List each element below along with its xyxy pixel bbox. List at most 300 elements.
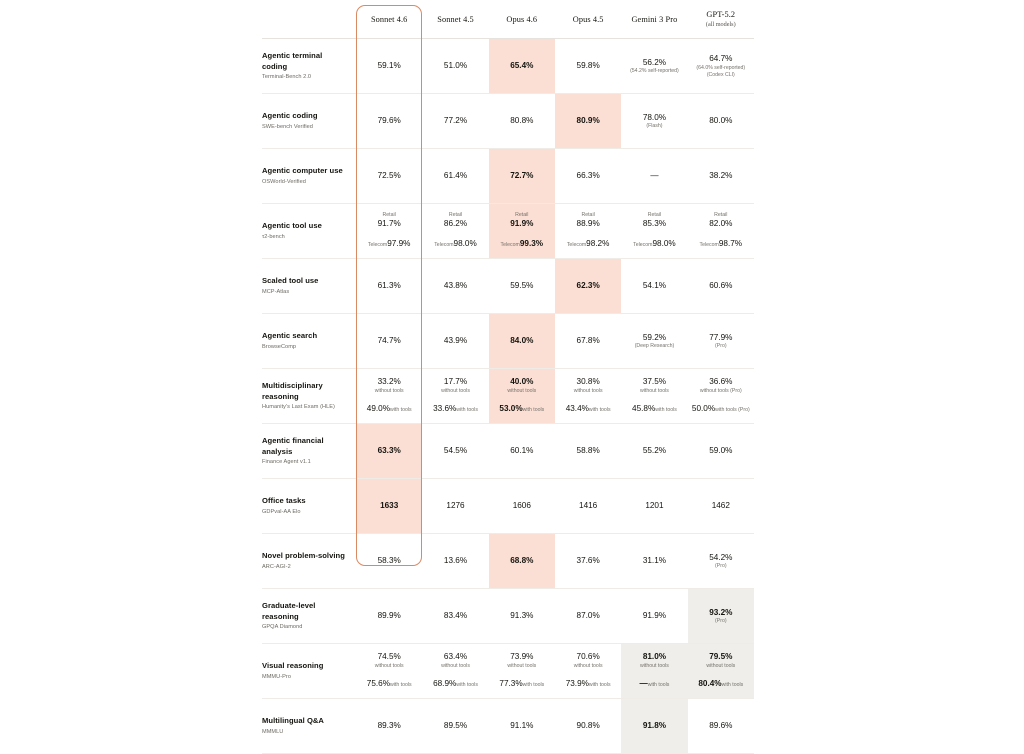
benchmark-table — [262, 2, 754, 754]
score-cell — [489, 259, 555, 314]
score-value: 61.4% — [443, 171, 468, 181]
score-value: 74.7% — [377, 336, 401, 346]
secondary-score-note: with tools (Pro) — [715, 406, 750, 413]
score-value: 85.3% — [642, 219, 667, 229]
metric-label-cell — [262, 259, 356, 314]
secondary-score-caption: Telecom — [434, 241, 454, 248]
score-caption: Retail — [581, 212, 595, 219]
score-value: 78.0% — [642, 112, 667, 122]
score-cell-body — [555, 149, 621, 203]
score-cell-body — [422, 369, 488, 423]
score-value: 77.2% — [443, 116, 468, 126]
score-cell-body — [489, 369, 555, 423]
score-cell — [489, 314, 555, 369]
score-cell-body — [688, 644, 754, 698]
secondary-score-value: 68.9% — [433, 678, 457, 688]
score-value: 91.3% — [510, 611, 534, 621]
score-value: 54.2% — [709, 552, 733, 562]
score-note: (Flash) — [646, 123, 663, 130]
score-cell — [688, 424, 754, 479]
score-value: 72.7% — [510, 171, 534, 181]
score-cell — [422, 259, 488, 314]
score-cell-body — [621, 589, 687, 643]
score-cell-body — [422, 534, 488, 588]
score-cell — [688, 204, 754, 259]
score-cell-body — [489, 589, 555, 643]
table-body — [262, 39, 754, 754]
column-header-gpt-5-2 — [688, 2, 754, 39]
metric-label-cell — [262, 424, 356, 479]
score-value: 66.3% — [576, 171, 600, 181]
score-value: 54.5% — [443, 446, 468, 456]
score-cell-body — [489, 644, 555, 698]
metric-benchmark-name: MMMU-Pro — [262, 673, 291, 680]
table-row — [262, 204, 754, 259]
score-value: 63.3% — [377, 446, 401, 456]
metric-benchmark-name: Finance Agent v1.1 — [262, 458, 311, 465]
score-value: 62.3% — [576, 281, 600, 291]
secondary-score-group — [700, 233, 743, 251]
metric-benchmark-name: MMMLU — [262, 728, 284, 735]
score-cell — [356, 204, 422, 259]
score-cell — [621, 259, 687, 314]
model-name: Opus 4.6 — [506, 14, 538, 24]
metric-label-cell — [262, 534, 356, 589]
score-cell — [555, 369, 621, 424]
secondary-score-group — [698, 673, 743, 691]
score-cell-body — [356, 94, 422, 148]
metric-benchmark-name: τ2-bench — [262, 233, 285, 240]
metric-benchmark-name: OSWorld-Verified — [262, 178, 306, 185]
secondary-score-note: with tools — [522, 681, 545, 688]
score-cell-body — [356, 534, 422, 588]
score-cell — [621, 699, 687, 754]
score-cell — [356, 534, 422, 589]
score-cell-body — [489, 424, 555, 478]
metric-title: Graduate-level reasoning — [262, 601, 316, 621]
secondary-score-group — [499, 673, 544, 691]
metric-label-cell — [262, 149, 356, 204]
score-cell — [422, 479, 488, 534]
score-cell — [621, 589, 687, 644]
score-cell-body — [422, 149, 488, 203]
metric-label-cell — [262, 94, 356, 149]
metric-benchmark-name: BrowseComp — [262, 343, 297, 350]
column-header-opus-4-6 — [489, 2, 555, 39]
score-cell — [356, 479, 422, 534]
score-cell — [621, 314, 687, 369]
column-header-opus-4-5 — [555, 2, 621, 39]
secondary-score-value: 98.7% — [718, 238, 743, 248]
secondary-score-note: with tools — [721, 681, 744, 688]
table-row — [262, 314, 754, 369]
model-name: Opus 4.5 — [572, 14, 604, 24]
score-cell-body — [555, 424, 621, 478]
score-cell-body — [422, 94, 488, 148]
score-value: 74.5% — [377, 652, 401, 662]
secondary-score-value: 43.4% — [565, 403, 589, 413]
secondary-score-group — [692, 398, 750, 416]
metric-benchmark-name: GDPval-AA Elo — [262, 508, 301, 515]
secondary-score-group — [368, 233, 411, 251]
score-value: 91.8% — [642, 721, 667, 731]
score-cell-body — [621, 204, 687, 258]
score-value: 1276 — [446, 501, 465, 511]
score-value: 1633 — [380, 501, 399, 511]
score-value: 93.2% — [709, 607, 733, 617]
secondary-score-group — [434, 233, 477, 251]
score-value: 80.8% — [510, 116, 534, 126]
score-value: 37.6% — [576, 556, 600, 566]
column-header-gemini-3-pro — [621, 2, 687, 39]
score-cell — [489, 589, 555, 644]
score-cell — [555, 204, 621, 259]
score-cell-body — [356, 314, 422, 368]
score-caption: Retail — [714, 212, 728, 219]
score-note: without tools — [706, 662, 736, 669]
metric-title: Scaled tool use — [262, 276, 319, 286]
secondary-score-value: 75.6% — [366, 678, 390, 688]
score-cell — [422, 314, 488, 369]
score-note: without tools — [374, 387, 404, 394]
score-cell — [621, 424, 687, 479]
score-value: 89.5% — [443, 721, 468, 731]
score-value: 40.0% — [510, 377, 534, 387]
score-cell — [688, 479, 754, 534]
secondary-score-value: 80.4% — [698, 678, 722, 688]
score-cell-body — [555, 644, 621, 698]
score-cell-body — [688, 534, 754, 588]
score-value: 36.6% — [709, 377, 733, 387]
score-cell-body — [688, 259, 754, 313]
secondary-score-caption: Telecom — [633, 241, 653, 248]
score-cell — [688, 94, 754, 149]
score-cell — [688, 644, 754, 699]
secondary-score-value: 98.2% — [586, 238, 610, 248]
score-value: 86.2% — [443, 219, 468, 229]
metric-benchmark-name: ARC-AGI-2 — [262, 563, 291, 570]
score-value: 1416 — [579, 501, 598, 511]
score-cell-body — [489, 534, 555, 588]
score-caption: Retail — [515, 212, 529, 219]
score-cell — [555, 39, 621, 94]
header-metric-column — [262, 2, 356, 39]
score-value: 59.5% — [510, 281, 534, 291]
metric-title: Agentic coding — [262, 111, 318, 121]
score-value: 54.1% — [642, 281, 667, 291]
score-value: 1606 — [512, 501, 531, 511]
score-note: (Deep Research) — [634, 343, 675, 350]
score-value: 30.8% — [576, 377, 600, 387]
score-value: 38.2% — [709, 171, 733, 181]
secondary-score-caption: Telecom — [500, 241, 520, 248]
score-note: without tools — [573, 387, 603, 394]
score-cell-body — [621, 534, 687, 588]
score-cell — [422, 369, 488, 424]
metric-title: Agentic financial analysis — [262, 436, 324, 456]
secondary-score-caption: Telecom — [566, 241, 587, 248]
score-cell — [489, 149, 555, 204]
score-cell — [555, 699, 621, 754]
score-cell — [621, 149, 687, 204]
score-cell — [356, 424, 422, 479]
secondary-score-caption: Telecom — [367, 241, 388, 248]
table-row — [262, 699, 754, 754]
secondary-score-group — [640, 673, 670, 691]
score-value: 58.8% — [576, 446, 600, 456]
secondary-score-caption: Telecom — [699, 241, 719, 248]
score-cell — [422, 699, 488, 754]
secondary-score-value: 73.9% — [565, 678, 589, 688]
score-note: without tools — [374, 662, 404, 669]
score-cell-body — [422, 39, 488, 93]
score-cell-body — [555, 534, 621, 588]
score-value: 82.0% — [709, 219, 733, 229]
column-header-sonnet-4-6 — [356, 2, 422, 39]
score-value: 88.9% — [576, 219, 600, 229]
score-value: 91.1% — [510, 721, 534, 731]
score-value: 56.2% — [642, 57, 667, 67]
score-cell — [489, 644, 555, 699]
score-cell-body — [422, 259, 488, 313]
metric-label-cell — [262, 479, 356, 534]
score-note: without tools — [573, 662, 603, 669]
score-cell — [555, 149, 621, 204]
score-value: 61.3% — [377, 281, 401, 291]
secondary-score-value: 98.0% — [652, 238, 676, 248]
score-cell — [621, 39, 687, 94]
secondary-score-note: with tools — [389, 681, 412, 688]
score-value: 73.9% — [510, 652, 534, 662]
score-cell-body — [356, 699, 422, 753]
secondary-score-note: with tools — [647, 681, 670, 688]
score-value: 17.7% — [443, 377, 468, 387]
table-header — [262, 2, 754, 39]
metric-benchmark-name: SWE-bench Verified — [262, 123, 313, 130]
score-value: 91.7% — [377, 219, 401, 229]
score-value: 51.0% — [443, 61, 468, 71]
score-cell — [356, 644, 422, 699]
score-cell-body — [422, 204, 488, 258]
score-cell — [555, 479, 621, 534]
score-value: 87.0% — [576, 611, 600, 621]
secondary-score-value: 45.8% — [632, 403, 656, 413]
metric-benchmark-name: Terminal-Bench 2.0 — [262, 73, 312, 80]
secondary-score-group — [433, 398, 478, 416]
score-cell — [555, 94, 621, 149]
score-value: 81.0% — [642, 652, 667, 662]
score-cell-body — [555, 259, 621, 313]
score-value: 59.8% — [576, 61, 600, 71]
score-cell-body — [688, 149, 754, 203]
score-cell — [489, 94, 555, 149]
score-cell — [489, 369, 555, 424]
metric-title: Agentic search — [262, 331, 318, 341]
score-value: 60.1% — [510, 446, 534, 456]
score-cell-body — [621, 424, 687, 478]
score-cell-body — [621, 259, 687, 313]
score-cell-body — [688, 39, 754, 93]
score-cell — [356, 94, 422, 149]
score-caption: Retail — [647, 212, 662, 219]
score-cell — [621, 94, 687, 149]
score-value: 79.5% — [709, 652, 733, 662]
score-cell — [688, 39, 754, 94]
score-cell — [356, 589, 422, 644]
metric-title: Agentic tool use — [262, 221, 322, 231]
score-cell — [555, 259, 621, 314]
score-cell-body — [356, 644, 422, 698]
score-cell-body — [489, 699, 555, 753]
metric-title: Agentic terminal coding — [262, 51, 323, 71]
score-cell-body — [489, 39, 555, 93]
score-caption: Retail — [448, 212, 463, 219]
score-cell-body — [621, 479, 687, 533]
score-value: 37.5% — [642, 377, 667, 387]
score-value: 64.7% — [709, 54, 733, 64]
score-cell — [555, 534, 621, 589]
score-cell — [422, 149, 488, 204]
score-cell-body — [422, 644, 488, 698]
score-value: 1201 — [645, 501, 664, 511]
score-note: (64.0% self-reported) — [696, 64, 746, 71]
score-cell — [621, 479, 687, 534]
score-cell — [356, 314, 422, 369]
score-cell — [688, 589, 754, 644]
metric-title: Multilingual Q&A — [262, 716, 324, 726]
secondary-score-group — [633, 233, 676, 251]
score-note: without tools (Pro) — [699, 387, 742, 394]
score-value: 77.9% — [709, 332, 733, 342]
metric-benchmark-name: GPQA Diamond — [262, 623, 303, 630]
score-note: (Pro) — [715, 618, 727, 625]
metric-benchmark-name: Humanity's Last Exam (HLE) — [262, 403, 335, 410]
secondary-score-value: 77.3% — [499, 678, 523, 688]
score-cell — [356, 699, 422, 754]
score-cell-body — [356, 479, 422, 533]
table-row — [262, 424, 754, 479]
header-row — [262, 2, 754, 39]
score-value: 67.8% — [576, 336, 600, 346]
score-value: 58.3% — [377, 556, 401, 566]
metric-title: Novel problem-solving — [262, 551, 345, 561]
table-row — [262, 259, 754, 314]
score-value: 80.0% — [709, 116, 733, 126]
score-cell-body — [422, 424, 488, 478]
score-cell-body — [489, 259, 555, 313]
score-cell-body — [356, 39, 422, 93]
score-cell-body — [555, 94, 621, 148]
score-note: without tools — [507, 387, 537, 394]
model-name: Sonnet 4.6 — [370, 14, 408, 24]
score-cell — [356, 259, 422, 314]
secondary-score-note: with tools — [588, 406, 611, 413]
score-cell-body — [621, 699, 687, 753]
score-cell-body — [356, 424, 422, 478]
score-cell — [688, 259, 754, 314]
score-cell — [621, 534, 687, 589]
score-cell — [422, 589, 488, 644]
score-cell — [422, 94, 488, 149]
metric-title: Multidisciplinary reasoning — [262, 381, 323, 401]
secondary-score-value: 98.0% — [453, 238, 477, 248]
secondary-score-value: 49.0% — [366, 403, 390, 413]
secondary-score-value: 50.0% — [691, 403, 716, 413]
metric-label-cell — [262, 204, 356, 259]
score-note: (Pro) — [715, 343, 727, 350]
score-value: 60.6% — [709, 281, 733, 291]
score-cell-body — [688, 479, 754, 533]
model-name: GPT-5.2 — [706, 10, 736, 19]
score-cell — [356, 369, 422, 424]
secondary-score-group — [632, 398, 677, 416]
score-value: 59.1% — [377, 61, 401, 71]
column-header-sonnet-4-5 — [422, 2, 488, 39]
secondary-score-group — [433, 673, 478, 691]
table-row — [262, 534, 754, 589]
metric-title: Agentic computer use — [262, 166, 343, 176]
score-cell — [621, 204, 687, 259]
secondary-score-note: with tools — [389, 406, 412, 413]
metric-label-cell — [262, 369, 356, 424]
score-value: 68.8% — [510, 556, 534, 566]
metric-label-cell — [262, 39, 356, 94]
score-cell — [489, 204, 555, 259]
score-cell-body — [555, 699, 621, 753]
score-cell-body — [489, 94, 555, 148]
score-cell-body — [489, 479, 555, 533]
score-cell-body — [688, 94, 754, 148]
score-cell-body — [621, 314, 687, 368]
secondary-score-group — [499, 398, 544, 416]
metric-title: Visual reasoning — [262, 661, 324, 671]
score-cell — [422, 204, 488, 259]
score-cell — [688, 149, 754, 204]
score-cell-body — [621, 369, 687, 423]
score-cell-body — [356, 149, 422, 203]
score-cell — [555, 589, 621, 644]
score-cell-body — [489, 149, 555, 203]
score-cell-body — [422, 314, 488, 368]
table-row — [262, 589, 754, 644]
score-cell-body — [555, 369, 621, 423]
score-cell-body — [688, 699, 754, 753]
score-cell-body — [621, 39, 687, 93]
secondary-score-value: 53.0% — [499, 403, 523, 413]
score-value: 89.3% — [377, 721, 401, 731]
score-cell — [555, 644, 621, 699]
score-cell-body — [688, 204, 754, 258]
score-cell-body — [555, 39, 621, 93]
score-value: 89.9% — [377, 611, 401, 621]
score-cell — [489, 479, 555, 534]
secondary-score-value: — — [639, 678, 648, 688]
score-note-secondary: (Codex CLI) — [706, 71, 735, 78]
model-name: Sonnet 4.5 — [437, 14, 474, 24]
table-row — [262, 479, 754, 534]
score-value: 80.9% — [576, 116, 600, 126]
score-value: 31.1% — [642, 556, 667, 566]
score-note: without tools — [507, 662, 537, 669]
table-row — [262, 39, 754, 94]
score-cell-body — [688, 424, 754, 478]
score-note: without tools — [640, 662, 669, 669]
score-note: (Pro) — [715, 563, 727, 570]
score-cell — [356, 149, 422, 204]
score-value: 65.4% — [510, 61, 534, 71]
score-value: 63.4% — [443, 652, 468, 662]
score-cell — [621, 369, 687, 424]
